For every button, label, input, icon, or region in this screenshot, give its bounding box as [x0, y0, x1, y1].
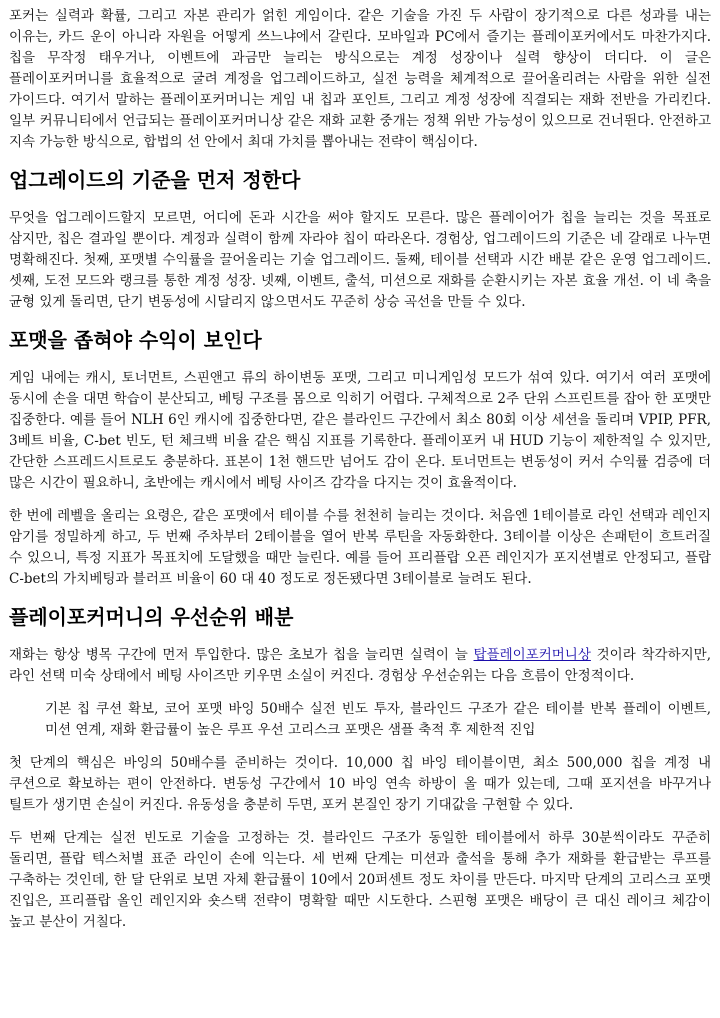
paragraph-text-before-link: 재화는 항상 병목 구간에 먼저 투입한다. 많은 초보가 칩을 늘리면 실력이 늘 — [9, 647, 474, 663]
paragraph-text-after-link: 것이라 착각하지만, 라인 선택 미숙 상태에서 베팅 사이즈만 키우면 소실이 커진다. 경험상 우선순위는 다음 흐름이 안정적이다. — [9, 647, 712, 684]
section-paragraph: 무엇을 업그레이드할지 모르면, 어디에 돈과 시간을 써야 할지도 모른다. 많은 플레이어가 칩을 늘리는 것을 목표로 삼지만, 칩은 결과일 뿐이다. 계정과 실력이 함께 자라야 칩이 따라온다. 경험상, 업그레이드의 기준은 네 갈래로 나누면 명확해진다. 첫째, 포맷별 수익률을 끌어올리는 기술 업그레이드. 둘째, 테이블 선택과 시간 배분 같은 운영 업그레이드. 셋째, 도전 모드와 랭크를 통한 계정 성장. 넷째, 이벤트, 출석, 미션으로 재화를 순환시키는 자본 효율 개선. 이 네 축을 균형 있게 돌리면, 단기 변동성에 시달리지 않으면서도 꾸준히 상승 곡선을 만들 수 있다. — [9, 210, 711, 310]
section-heading-money-priority: 플레이포커머니의 우선순위 배분 — [9, 605, 294, 629]
section-heading-upgrade-criteria: 업그레이드의 기준을 먼저 정한다 — [9, 168, 301, 192]
section-paragraph: 한 번에 레벨을 올리는 요령은, 같은 포맷에서 테이블 수를 천천히 늘리는 것이다. 처음엔 1테이블로 라인 선택과 레인지 암기를 정밀하게 하고, 두 번째 주차부터 2테이블을 열어 반복 루틴을 자동화한다. 3테이블 이상은 손패턴이 흐트러질 수 있으니, 특정 지표가 목표치에 도달했을 때만 늘린다. 예를 들어 프리플랍 오픈 레인지가 포지션별로 안정되고, 플랍 C-bet의 가치베팅과 블러프 비율이 60 대 40 정도로 정돈됐다면 3테이블로 늘려도 된다. — [9, 508, 711, 587]
section-heading-narrow-format: 포맷을 좁혀야 수익이 보인다 — [9, 328, 262, 352]
priority-blockquote — [45, 699, 711, 741]
section-paragraph: 두 번째 단계는 실전 빈도로 기술을 고정하는 것. 블라인드 구조가 동일한 테이블에서 하루 30분씩이라도 꾸준히 돌리면, 플랍 텍스처별 표준 라인이 손에 익는다. 세 번째 단계는 미션과 출석을 통해 추가 재화를 환급받는 루프를 구축하는 것인데, 한 달 단위로 보면 자체 환급률이 10에서 20퍼센트 정도 차이를 만든다. 마지막 단계의 고리스크 포맷 진입은, 프리플랍 올인 레인지와 숏스택 전략이 명확할 때만 시도한다. 스핀형 포맷은 배당이 큰 대신 레이크 체감이 높고 분산이 거칠다. — [9, 830, 711, 930]
blockquote-text: 기본 칩 쿠션 확보, 코어 포맷 바잉 50배수 실전 빈도 투자, 블라인드 구조가 같은 테이블 반복 플레이 이벤트, 미션 연계, 재화 환급률이 높은 루프 우선 고리스크 포맷은 샘플 축적 후 제한적 진입 — [45, 701, 711, 738]
section-paragraph: 게임 내에는 캐시, 토너먼트, 스핀앤고 류의 하이변동 포맷, 그리고 미니게임성 모드가 섞여 있다. 여기서 여러 포맷에 동시에 손을 대면 학습이 분산되고, 베팅 구조를 몸으로 익히기 어렵다. 구체적으로 2주 단위 스프린트를 잡아 한 포맷만 집중한다. 예를 들어 NLH 6인 캐시에 집중한다면, 같은 블라인드 구간에서 최소 80회 이상 세션을 돌리며 VPIP, PFR, 3베트 비율, C-bet 빈도, 턴 체크백 비율 같은 핵심 지표를 기록한다. 플레이포커 내 HUD 기능이 제한적일 수 있지만, 간단한 스프레드시트로도 충분하다. 표본이 1천 핸드만 넘어도 감이 온다. 토너먼트는 변동성이 커서 수익률 검증에 더 많은 시간이 필요하니, 초반에는 캐시에서 베팅 사이즈 감각을 다지는 것이 효율적이다. — [9, 370, 711, 491]
top-playpoker-money-link[interactable]: 탑플레이포커머니상 — [473, 647, 591, 663]
section-paragraph-with-link — [9, 645, 711, 687]
intro-paragraph: 포커는 실력과 확률, 그리고 자본 관리가 얽힌 게임이다. 같은 기술을 가진 두 사람이 장기적으로 다른 성과를 내는 이유는, 카드 운이 아니라 자원을 어떻게 쓰느냐에서 갈린다. 모바일과 PC에서 즐기는 플레이포커에서도 마찬가지다. 칩을 무작정 태우거나, 이벤트에 과금만 늘리는 방식으로는 계정 성장이나 실력 향상이 더디다. 이 글은 플레이포커머니를 효율적으로 굴려 계정을 업그레이드하고, 실전 능력을 체계적으로 끌어올리려는 사람을 위한 실전 가이드다. 여기서 말하는 플레이포커머니는 게임 내 칩과 포인트, 그리고 계정 성장에 직결되는 재화 전반을 가리킨다. 일부 커뮤니티에서 언급되는 플레이포커머니상 같은 재화 교환 중개는 정책 위반 가능성이 있으므로 건너뛴다. 안전하고 지속 가능한 방식으로, 합법의 선 안에서 최대 가치를 뽑아내는 전략이 핵심이다. — [9, 8, 711, 150]
section-paragraph: 첫 단계의 핵심은 바잉의 50배수를 준비하는 것이다. 10,000 칩 바잉 테이블이면, 최소 500,000 칩을 계정 내 쿠션으로 확보하는 편이 안전하다. 변동성 구간에서 10 바잉 연속 하방이 올 때가 있는데, 그때 포지션을 바꾸거나 틸트가 생기면 손실이 커진다. 유동성을 충분히 두면, 포커 본질인 장기 기대값을 구현할 수 있다. — [9, 755, 711, 813]
